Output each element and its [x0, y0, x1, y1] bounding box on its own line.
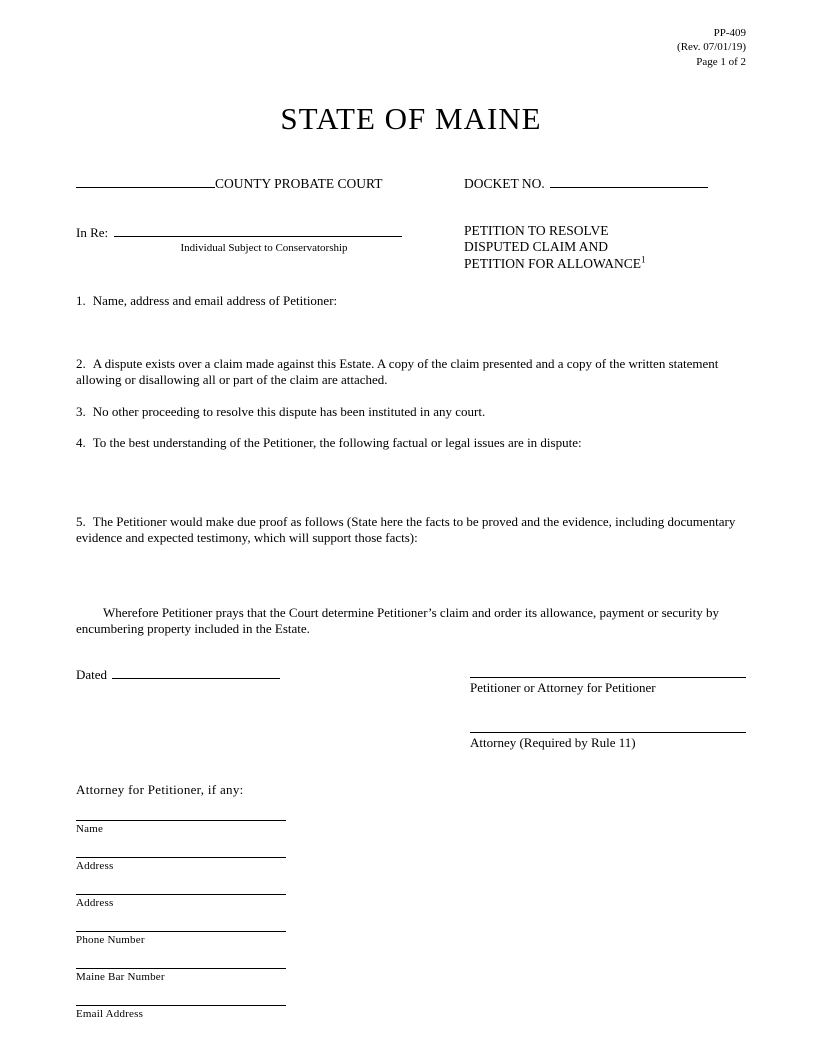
- petition-title-line-2: DISPUTED CLAIM AND: [464, 239, 609, 255]
- in-re-label: In Re:: [76, 224, 109, 240]
- attorney-phone-field[interactable]: [76, 931, 286, 932]
- form-item-3: 3. No other proceeding to resolve this dispute has been instituted in any court.: [76, 403, 486, 419]
- attorney-address2-field[interactable]: [76, 894, 286, 895]
- form-item-1: 1. Name, address and email address of Petitioner:: [76, 293, 338, 309]
- form-revision: (Rev. 07/01/19): [677, 41, 746, 54]
- attorney-address2-field-group: [76, 894, 286, 909]
- form-page-indicator: Page 1 of 2: [696, 55, 746, 68]
- wherefore-clause: Wherefore Petitioner prays that the Court determine Petitioner’s claim and order its allowance, payment or security by encumbering property included in the Estate.: [76, 604, 719, 637]
- attorney-address1-field[interactable]: [76, 857, 286, 858]
- petitioner-signature-field[interactable]: [470, 665, 746, 678]
- in-re-caption: Individual Subject to Conservatorship: [180, 241, 348, 254]
- attorney-signature-field[interactable]: [470, 720, 746, 733]
- attorney-email-label: Email Address: [76, 1007, 144, 1020]
- docket-label: DOCKET NO.: [464, 175, 545, 191]
- form-meta: [76, 26, 746, 69]
- form-number: PP-409: [713, 27, 746, 39]
- dated-group: [76, 665, 280, 683]
- petitioner-signature-label: Petitioner or Attorney for Petitioner: [470, 679, 656, 695]
- form-item-2: 2. A dispute exists over a claim made against this Estate. A copy of the claim presented and a copy of the written statement allowing or disallowing all or part of the claim are attached.: [76, 355, 719, 388]
- attorney-bar-number-field-group: [76, 968, 286, 983]
- form-item-5: 5. The Petitioner would make due proof as follows (State here the facts to be proved and the evidence, including documentary evidence and expected testimony, which will support those facts):: [76, 513, 736, 546]
- date-field[interactable]: [112, 665, 280, 679]
- attorney-phone-label: Phone Number: [76, 933, 145, 946]
- form-item-4: 4. To the best understanding of the Petitioner, the following factual or legal issues are in dispute:: [76, 435, 582, 451]
- petition-title-line-3: PETITION FOR ALLOWANCE$^1$: [464, 254, 646, 271]
- page-title: STATE OF MAINE: [280, 100, 542, 136]
- attorney-block-heading: Attorney for Petitioner, if any:: [76, 781, 244, 797]
- attorney-address1-field-group: [76, 857, 286, 872]
- county-name-field[interactable]: [76, 174, 215, 188]
- attorney-bar-number-label: Maine Bar Number: [76, 970, 165, 983]
- signature-row: [76, 665, 746, 751]
- attorney-email-field[interactable]: [76, 1005, 286, 1006]
- attorney-phone-field-group: [76, 931, 286, 946]
- in-re-name-field[interactable]: [114, 223, 402, 237]
- attorney-address1-label: Address: [76, 859, 114, 872]
- footnote-marker: 1: [641, 254, 646, 265]
- attorney-name-label: Name: [76, 822, 104, 835]
- county-court-label: COUNTY PROBATE COURT: [215, 175, 383, 191]
- attorney-signature-label: Attorney (Required by Rule 11): [470, 734, 636, 750]
- attorney-name-field[interactable]: [76, 820, 286, 821]
- county-court-group: [76, 174, 382, 192]
- attorney-name-field-group: [76, 820, 286, 835]
- attorney-bar-number-field[interactable]: [76, 968, 286, 969]
- docket-group: [464, 174, 746, 192]
- petition-title-line-1: PETITION TO RESOLVE: [464, 222, 609, 238]
- petition-title-block: [464, 223, 746, 272]
- dated-label: Dated: [76, 666, 108, 682]
- in-re-row: [76, 223, 746, 272]
- docket-number-field[interactable]: [550, 174, 708, 188]
- signature-column: [470, 665, 746, 751]
- attorney-email-field-group: [76, 1005, 286, 1020]
- court-docket-row: [76, 174, 746, 192]
- attorney-address2-label: Address: [76, 896, 114, 909]
- in-re-group: [76, 223, 408, 254]
